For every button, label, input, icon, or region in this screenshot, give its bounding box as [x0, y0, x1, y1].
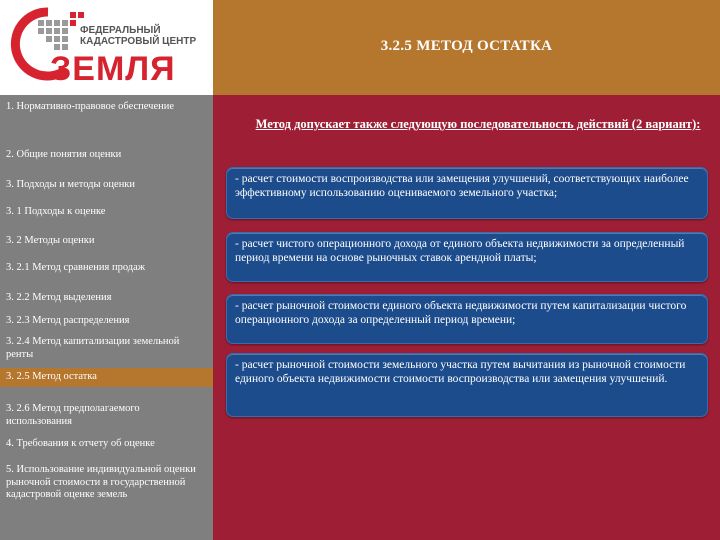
step-text: - расчет рыночной стоимости единого объекта недвижимости путем капитализации чистого операционного дохода за определенный период времени; [235, 300, 687, 326]
logo-emblem-icon [8, 6, 208, 90]
sidebar-item-label: 3. 2 Методы оценки [6, 235, 95, 246]
sidebar-item-methods[interactable] [6, 235, 204, 248]
sidebar-item-general-concepts[interactable] [6, 149, 204, 162]
sidebar-item-label: 5. Использование индивидуальной оценки рыночной стоимости в государственной кадастровой оценке земель [6, 464, 196, 500]
page-title: 3.2.5 МЕТОД ОСТАТКА [380, 38, 553, 54]
intro-text: Метод допускает также следующую последовательность действий (2 вариант): [255, 117, 701, 131]
sidebar [0, 95, 213, 540]
logo-wordmark: ЗЕМЛЯ [50, 50, 176, 88]
sidebar-item-label: 3. 1 Подходы к оценке [6, 206, 106, 217]
sidebar-item-label: 3. 2.4 Метод капитализации земельной ренты [6, 336, 180, 360]
step-card [226, 353, 708, 417]
sidebar-item-ground-rent[interactable] [6, 336, 204, 361]
sidebar-item-approaches-methods[interactable] [6, 179, 204, 192]
step-text: - расчет чистого операционного дохода от единого объекта недвижимости за определенный период времени на основе рыночных ставок арендной платы; [235, 238, 685, 264]
step-card [226, 232, 708, 282]
logo-line2: КАДАСТРОВЫЙ ЦЕНТР [80, 36, 197, 47]
sidebar-item-label: 3. 2.3 Метод распределения [6, 315, 130, 326]
sidebar-item-approaches[interactable] [6, 206, 204, 219]
logo-line1: ФЕДЕРАЛЬНЫЙ [80, 25, 161, 36]
sidebar-item-individual-valuation[interactable] [6, 464, 204, 502]
step-text: - расчет рыночной стоимости земельного участка путем вычитания из рыночной стоимости единого объекта недвижимости стоимости воспроизводства или замещения улучшений. [235, 359, 686, 385]
sidebar-item-residual-active[interactable] [0, 368, 213, 387]
content-panel [213, 95, 720, 540]
header [213, 0, 720, 95]
sidebar-item-label: 2. Общие понятия оценки [6, 149, 122, 160]
sidebar-item-label: 1. Нормативно-правовое обеспечение [6, 101, 175, 112]
sidebar-item-extraction[interactable] [6, 292, 204, 305]
step-card [226, 167, 708, 219]
logo [0, 0, 213, 95]
sidebar-item-intended-use[interactable] [6, 403, 204, 428]
sidebar-item-label: 3. 2.1 Метод сравнения продаж [6, 262, 146, 273]
sidebar-item-sales-comparison[interactable] [6, 262, 204, 275]
sidebar-item-label: 3. 2.2 Метод выделения [6, 292, 112, 303]
step-text: - расчет стоимости воспроизводства или замещения улучшений, соответствующих наиболее эффективному использованию оцениваемого земельного участка; [235, 173, 689, 199]
step-card [226, 294, 708, 344]
sidebar-item-label: 3. 2.6 Метод предполагаемого использования [6, 403, 140, 427]
sidebar-item-allocation[interactable] [6, 315, 204, 328]
sidebar-item-report-requirements[interactable] [6, 438, 204, 451]
sidebar-item-label: 4. Требования к отчету об оценке [6, 438, 155, 449]
sidebar-item-label: 3. Подходы и методы оценки [6, 179, 136, 190]
sidebar-item-regulatory[interactable] [6, 101, 204, 114]
sidebar-item-label: 3. 2.5 Метод остатка [6, 371, 97, 382]
